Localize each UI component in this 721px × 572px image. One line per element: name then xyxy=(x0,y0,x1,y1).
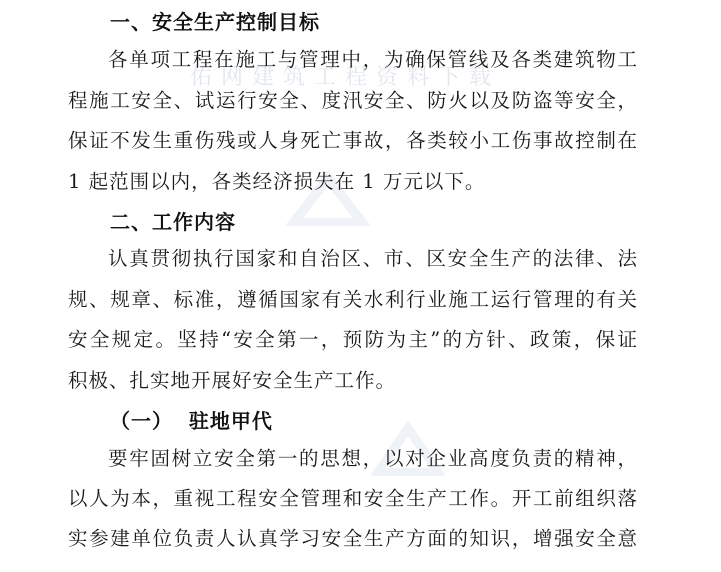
paragraph-line: 保证不发生重伤残或人身死亡事故，各类较小工伤事故控制在 xyxy=(68,129,638,152)
paragraph-line: 要牢固树立安全第一的思想，以对企业高度负责的精神， xyxy=(108,447,638,470)
section-heading: 一、安全生产控制目标 xyxy=(110,10,320,34)
subsection-heading: （一） 驻地甲代 xyxy=(110,409,273,433)
section-heading: 二、工作内容 xyxy=(110,210,236,234)
paragraph-line: 积极、扎实地开展好安全生产工作。 xyxy=(68,369,397,392)
watermark-text: 佑 网 建 筑 工 程 资 料 下 载 xyxy=(190,65,492,90)
paragraph-line: 安全规定。坚持“安全第一，预防为主”的方针、政策，保证 xyxy=(68,328,638,351)
paragraph-line: 实参建单位负责人认真学习安全生产方面的知识，增强安全意 xyxy=(68,527,638,550)
paragraph-line: 以人为本，重视工程安全管理和安全生产工作。开工前组织落 xyxy=(68,487,638,510)
paragraph-line: 程施工安全、试运行安全、度汛安全、防火以及防盗等安全， xyxy=(68,89,638,112)
paragraph-line: 各单项工程在施工与管理中，为确保管线及各类建筑物工 xyxy=(108,48,638,71)
paragraph-line: 认真贯彻执行国家和自治区、市、区安全生产的法律、法 xyxy=(108,247,638,270)
paragraph-line: 规、规章、标准，遵循国家有关水利行业施工运行管理的有关 xyxy=(68,288,638,311)
paragraph-line: 1 起范围以内，各类经济损失在 1 万元以下。 xyxy=(68,170,486,193)
